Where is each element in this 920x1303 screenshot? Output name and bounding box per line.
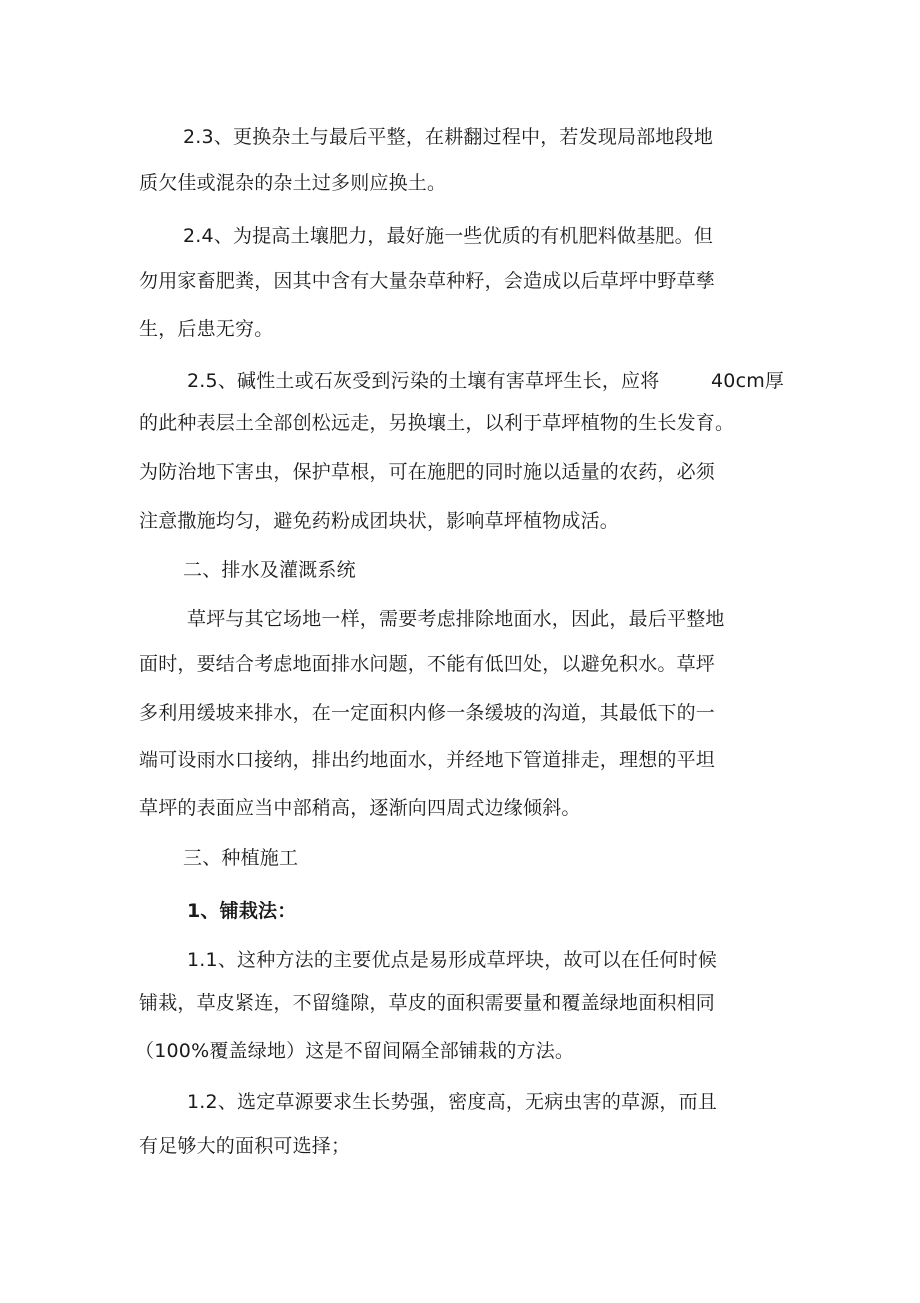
paragraph-drainage-line-3: 多利用缓坡来排水，在一定面积内修一条缓坡的沟道，其最低下的一 xyxy=(139,702,716,724)
section-heading-drainage: 二、排水及灌溉系统 xyxy=(183,559,356,581)
subheading-laying-method: 1、铺栽法： xyxy=(187,900,297,922)
paragraph-2-5-line-1: 2.5、碱性土或石灰受到污染的土壤有害草坪生长，应将 xyxy=(187,370,660,392)
section-heading-planting: 三、种植施工 xyxy=(183,847,299,869)
paragraph-1-1-line-3: （100%覆盖绿地）这是不留间隔全部铺栽的方法。 xyxy=(135,1040,575,1062)
paragraph-2-5-line-2: 的此种表层土全部创松远走，另换壤土，以利于草坪植物的生长发育。 xyxy=(139,412,735,434)
paragraph-2-4-line-3: 生，后患无穷。 xyxy=(139,318,274,340)
paragraph-1-2-line-1: 1.2、选定草源要求生长势强，密度高，无病虫害的草源，而且 xyxy=(187,1091,718,1113)
paragraph-drainage-line-1: 草坪与其它场地一样，需要考虑排除地面水，因此，最后平整地 xyxy=(187,608,725,630)
paragraph-2-4-line-1: 2.4、为提高土壤肥力，最好施一些优质的有机肥料做基肥。但 xyxy=(183,225,714,247)
paragraph-1-1-line-2: 铺栽，草皮紧连，不留缝隙，草皮的面积需要量和覆盖绿地面积相同 xyxy=(139,992,716,1014)
paragraph-2-3-line-1: 2.3、更换杂土与最后平整，在耕翻过程中，若发现局部地段地 xyxy=(183,126,714,148)
paragraph-drainage-line-5: 草坪的表面应当中部稍高，逐渐向四周式边缘倾斜。 xyxy=(139,797,581,819)
paragraph-2-5-measure: 40cm厚 xyxy=(711,370,785,392)
paragraph-1-1-line-1: 1.1、这种方法的主要优点是易形成草坪块，故可以在任何时候 xyxy=(187,949,718,971)
paragraph-2-3-line-2: 质欠佳或混杂的杂土过多则应换土。 xyxy=(139,172,447,194)
paragraph-1-2-line-2: 有足够大的面积可选择； xyxy=(139,1135,351,1157)
paragraph-drainage-line-2: 面时，要结合考虑地面排水问题，不能有低凹处，以避免积水。草坪 xyxy=(139,653,716,675)
paragraph-drainage-line-4: 端可设雨水口接纳，排出约地面水，并经地下管道排走，理想的平坦 xyxy=(139,749,716,771)
paragraph-2-5-line-3: 为防治地下害虫，保护草根，可在施肥的同时施以适量的农药，必须 xyxy=(139,461,716,483)
paragraph-2-5-line-4: 注意撒施均匀，避免药粉成团块状，影响草坪植物成活。 xyxy=(139,510,620,532)
paragraph-2-4-line-2: 勿用家畜肥粪，因其中含有大量杂草种籽，会造成以后草坪中野草孳 xyxy=(139,270,716,292)
